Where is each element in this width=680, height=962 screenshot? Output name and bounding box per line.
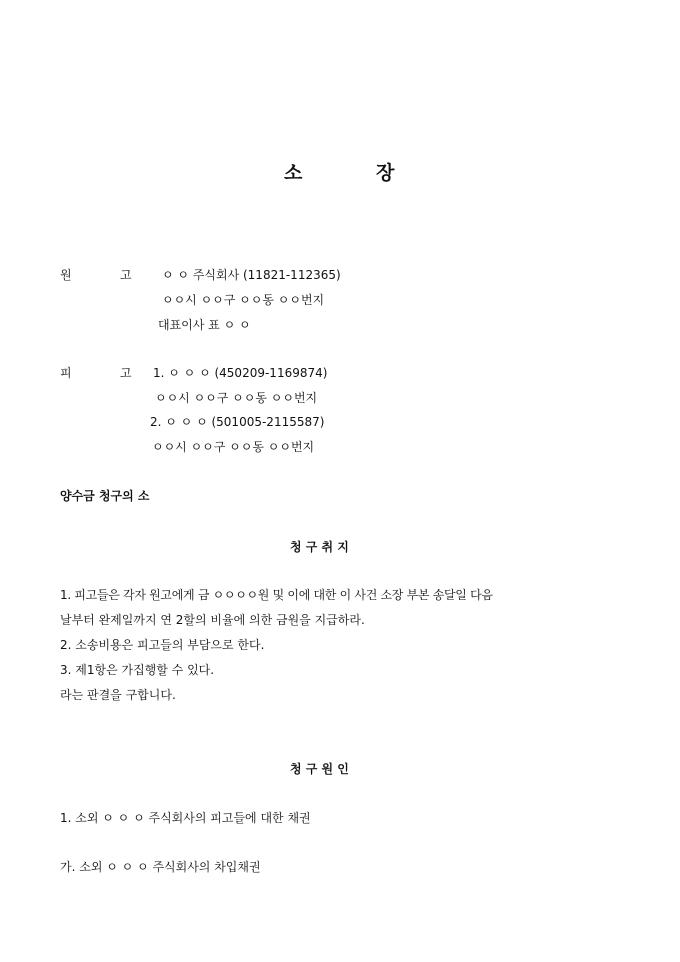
document-title-right: 장 xyxy=(376,162,395,184)
claim-purpose-line-2: 날부터 완제일까지 연 2할의 비율에 의한 금원을 지급하라. xyxy=(60,613,365,627)
claim-purpose-line-5: 라는 판결을 구합니다. xyxy=(60,688,176,702)
claim-purpose-line-4: 3. 제1항은 가집행할 수 있다. xyxy=(60,663,215,677)
defendant-label-1: 피 xyxy=(60,366,72,380)
plaintiff-label-2: 고 xyxy=(120,268,132,282)
claim-purpose-line-3: 2. 소송비용은 피고들의 부담으로 한다. xyxy=(60,638,265,652)
defendant-2-name: 2. ㅇ ㅇ ㅇ (501005-2115587) xyxy=(150,415,325,429)
claim-cause-heading: 청 구 원 인 xyxy=(290,762,349,776)
defendant-1-address: ㅇㅇ시 ㅇㅇ구 ㅇㅇ동 ㅇㅇ번지 xyxy=(155,391,318,405)
claim-cause-item-2: 가. 소외 ㅇ ㅇ ㅇ 주식회사의 차입채권 xyxy=(60,860,261,874)
plaintiff-label-1: 원 xyxy=(60,268,72,282)
claim-purpose-heading: 청 구 취 지 xyxy=(290,540,349,554)
case-name: 양수금 청구의 소 xyxy=(60,489,150,503)
defendant-1-name: 1. ㅇ ㅇ ㅇ (450209-1169874) xyxy=(153,366,328,380)
defendant-2-address: ㅇㅇ시 ㅇㅇ구 ㅇㅇ동 ㅇㅇ번지 xyxy=(152,440,315,454)
defendant-label-2: 고 xyxy=(120,366,132,380)
plaintiff-address: ㅇㅇ시 ㅇㅇ구 ㅇㅇ동 ㅇㅇ번지 xyxy=(162,293,325,307)
claim-cause-item-1: 1. 소외 ㅇ ㅇ ㅇ 주식회사의 피고들에 대한 채권 xyxy=(60,811,311,825)
document-title-left: 소 xyxy=(284,162,303,184)
plaintiff-name: ㅇ ㅇ 주식회사 (11821-112365) xyxy=(162,268,341,282)
claim-purpose-line-1: 1. 피고들은 각자 원고에게 금 ㅇㅇㅇㅇ원 및 이에 대한 이 사건 소장 부본 송달일 다음 xyxy=(60,588,493,602)
plaintiff-representative: 대표이사 표 ㅇ ㅇ xyxy=(158,318,251,332)
